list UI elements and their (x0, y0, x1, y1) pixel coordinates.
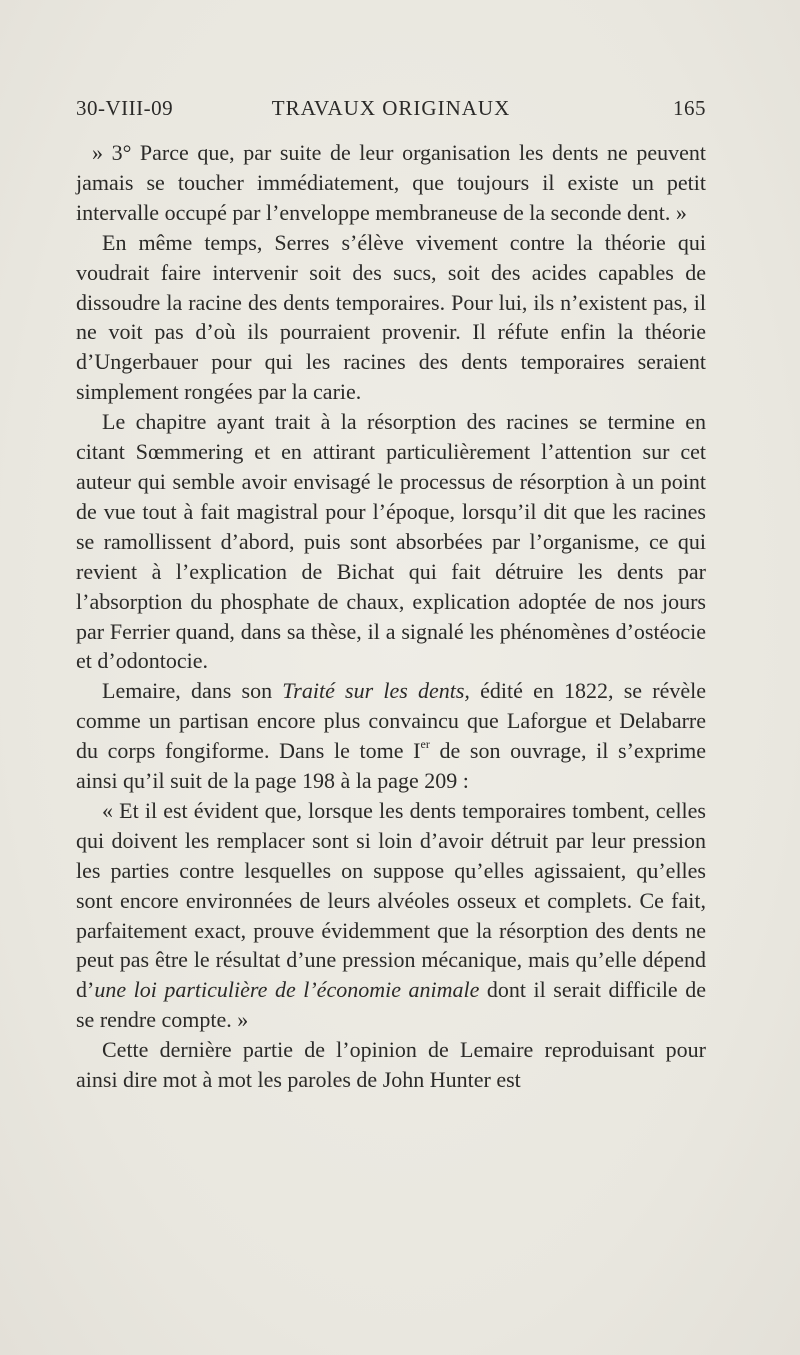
book-title: Traité sur les dents, (282, 678, 470, 704)
header-section-title: TRAVAUX ORIGINAUX (271, 96, 511, 120)
quote-text-end: dont il serait difficile de se rendre compte. » (76, 977, 706, 1033)
paragraph-soemmering: Le chapitre ayant trait à la résorption des racines se termine en citant Sœmmering et en attirant particulièrement l’attention sur cet auteur qui semble avoir envisagé le processus de résorption à un point de vue tout à fait magistral pour l’époque, lorsqu’il dit que les racines se ramollissent d’abord, puis sont absorbées par l’organisme, ce qui revient à l’explication de Bichat qui fait détruire les dents par l’absorption du phosphate de chaux, explication adoptée de nos jours par Ferrier quand, dans sa thèse, il a signalé les phénomènes d’ostéocie et d’odontocie. (76, 409, 706, 674)
body-text (76, 138, 706, 1095)
quote-italic-phrase: une loi particulière de l’économie animale (94, 977, 480, 1003)
paragraph-lemaire (76, 676, 706, 796)
lemaire-text-end: de son ouvrage, il s’exprime ainsi qu’il suit de la page 198 à la page 209 : (76, 738, 707, 794)
lemaire-text-middle: édité en 1822, se révèle comme un partisan encore plus convaincu que Laforgue et Delabarre du corps fongiforme. Dans le tome I (76, 678, 707, 764)
paragraph-hunter: Cette dernière partie de l’opinion de Lemaire reproduisant pour ainsi dire mot à mot les paroles de John Hunter est (76, 1037, 706, 1093)
superscript-er: er (420, 737, 430, 752)
page-number: 165 (673, 96, 706, 120)
paragraph-lemaire-quote (76, 796, 706, 1035)
quote-text-start: « Et il est évident que, lorsque les dents temporaires tombent, celles qui doivent les remplacer sont si loin d’avoir détruit par leur pression les parties contre lesquelles on suppose qu’elles agissaient, qu’elles sont encore environnées de leurs alvéoles osseux et complets. Ce fait, parfaitement exact, prouve évidemment que la résorption des dents ne peut pas être le résultat d’une pression mécanique, mais qu’elle dépend d’ (76, 797, 706, 1003)
paragraph-quote-continuation: » 3° Parce que, par suite de leur organisation les dents ne peuvent jamais se toucher immédiatement, que toujours il existe un petit intervalle occupé par l’enveloppe membraneuse de la seconde dent. » (76, 140, 706, 225)
header-date: 30-VIII-09 (76, 96, 174, 120)
paragraph-serres: En même temps, Serres s’élève vivement contre la théorie qui voudrait faire intervenir soit des sucs, soit des acides capables de dissoudre la racine des dents temporaires. Pour lui, ils n’existent pas, il ne voit pas d’où ils pourraient provenir. Il réfute enfin la théorie d’Ungerbauer pour qui les racines des dents temporaires seraient simplement rongées par la carie. (76, 229, 706, 405)
lemaire-text-start: Lemaire, dans son (102, 678, 283, 704)
running-header (76, 96, 706, 132)
